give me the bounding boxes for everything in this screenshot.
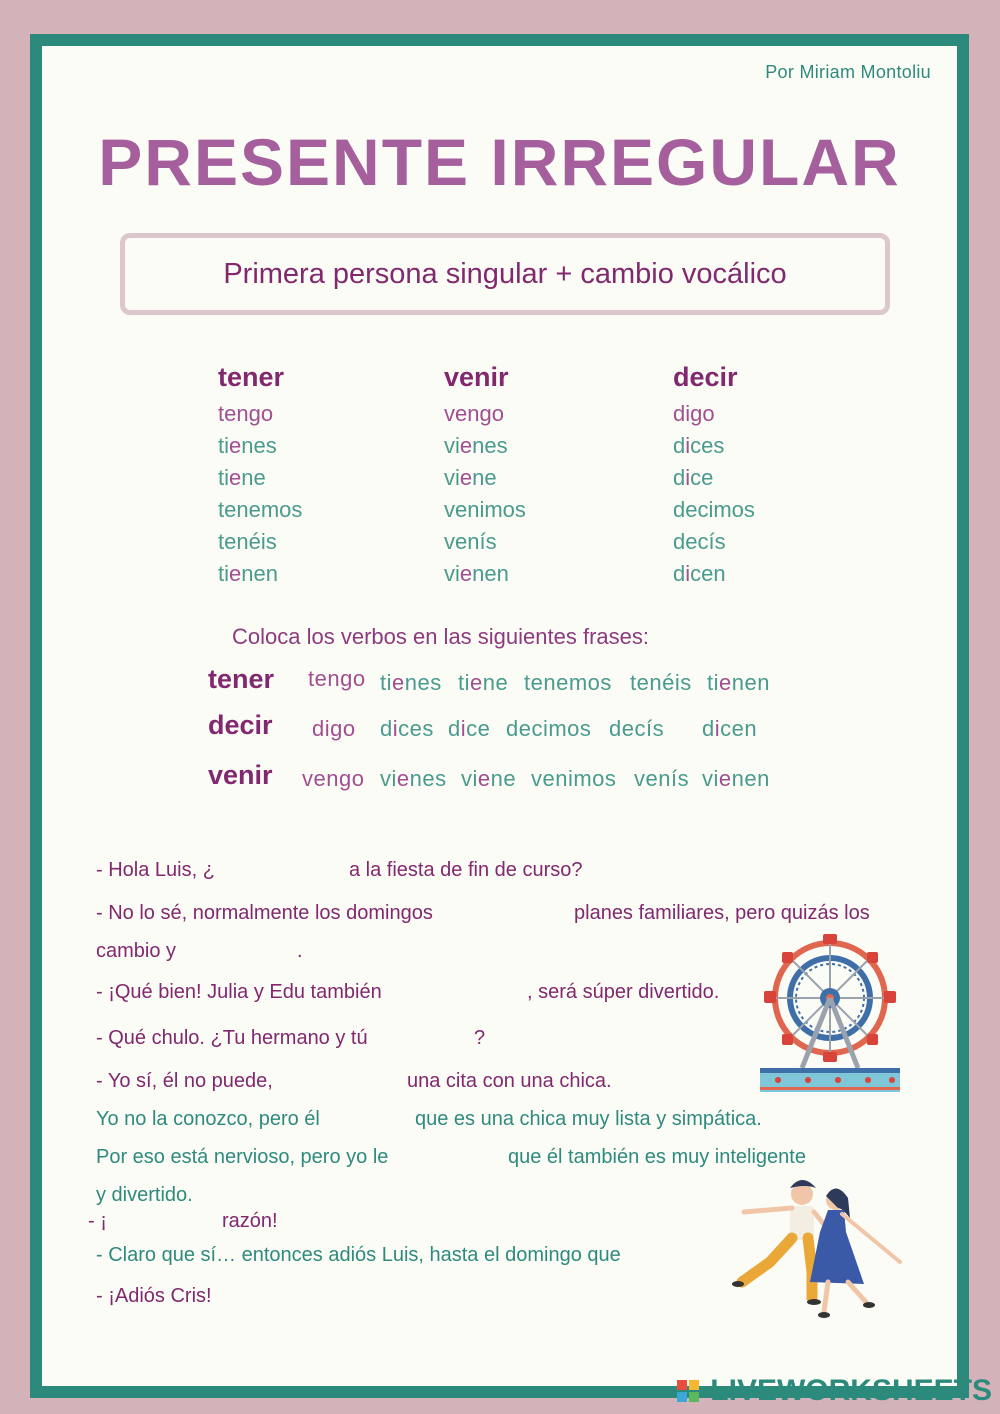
- draggable-verb-option[interactable]: tienes: [380, 670, 442, 695]
- dialogue-line: Yo no la conozco, pero él: [96, 1108, 320, 1130]
- verb-heading: decir: [673, 362, 738, 392]
- dialogue-line: planes familiares, pero quizás los: [574, 902, 870, 924]
- draggable-verb-option[interactable]: tienen: [707, 670, 770, 695]
- conjugation-form: viene: [444, 465, 497, 490]
- dialogue-line: - ¡Qué bien! Julia y Edu también: [96, 981, 382, 1003]
- draggable-verb-option[interactable]: decís: [609, 716, 665, 741]
- draggable-verb-option[interactable]: tiene: [458, 670, 509, 695]
- author-credit: Por Miriam Montoliu: [765, 62, 931, 82]
- draggable-verb-option[interactable]: venimos: [531, 766, 617, 791]
- conjugation-form: dicen: [673, 561, 726, 586]
- draggable-verb-option[interactable]: dicen: [702, 716, 758, 741]
- conjugation-column-venir: [444, 362, 509, 393]
- draggable-verb-option[interactable]: dice: [448, 716, 491, 741]
- draggable-verb-option[interactable]: venís: [634, 766, 690, 791]
- logo-icon: [676, 1379, 702, 1403]
- draggable-verb-option[interactable]: decimos: [506, 716, 592, 741]
- dialogue-line: - ¡: [88, 1210, 107, 1232]
- subtitle: Primera persona singular + cambio vocálico: [223, 258, 787, 290]
- liveworksheets-logo: [676, 1373, 992, 1408]
- dialogue-line: - Yo sí, él no puede,: [96, 1070, 273, 1092]
- conjugation-form: venís: [444, 529, 497, 554]
- option-row-label: venir: [208, 760, 273, 790]
- draggable-verb-option[interactable]: vengo: [302, 766, 365, 791]
- draggable-verb-option[interactable]: tenemos: [524, 670, 612, 695]
- dialogue-line: cambio y: [96, 940, 177, 962]
- draggable-verb-option[interactable]: viene: [461, 766, 517, 791]
- conjugation-form: vienen: [444, 561, 509, 586]
- dialogue-line: ?: [474, 1027, 486, 1049]
- verb-heading: tener: [218, 362, 285, 392]
- conjugation-form: decís: [673, 529, 726, 554]
- option-row-label: tener: [208, 664, 275, 694]
- conjugation-form: vienes: [444, 433, 508, 458]
- option-row-label: decir: [208, 710, 273, 740]
- worksheet-page: [30, 34, 969, 1398]
- conjugation-form: tenemos: [218, 497, 303, 522]
- dialogue-line: , será súper divertido.: [527, 981, 720, 1003]
- ferris-wheel-illustration: [760, 928, 905, 1098]
- dialogue-line: - Claro que sí… entonces adiós Luis, hasta el domingo que: [96, 1244, 621, 1266]
- draggable-verb-option[interactable]: vienen: [702, 766, 770, 791]
- page-title: PRESENTE IRREGULAR: [98, 125, 901, 199]
- verb-heading: venir: [444, 362, 509, 392]
- dialogue-line: que él también es muy inteligente: [508, 1146, 806, 1168]
- dialogue-line: razón!: [222, 1210, 278, 1232]
- subtitle-box: [120, 233, 890, 315]
- dialogue-line: Por eso está nervioso, pero yo le: [96, 1146, 389, 1168]
- dialogue-line: - Hola Luis, ¿: [96, 859, 215, 881]
- dialogue-line: - ¡Adiós Cris!: [96, 1285, 212, 1307]
- dialogue-line: .: [297, 940, 303, 962]
- conjugation-form: decimos: [673, 497, 755, 522]
- conjugation-form: tiene: [218, 465, 266, 490]
- logo-text: LIVEWORKSHEETS: [710, 1374, 992, 1407]
- dialogue-line: que es una chica muy lista y simpática.: [415, 1108, 762, 1130]
- dialogue-line: a la fiesta de fin de curso?: [349, 859, 583, 881]
- draggable-verb-option[interactable]: vienes: [380, 766, 447, 791]
- conjugation-form: tenéis: [218, 529, 277, 554]
- conjugation-column-tener: [218, 362, 284, 393]
- conjugation-form: venimos: [444, 497, 526, 522]
- draggable-verb-option[interactable]: digo: [312, 716, 356, 741]
- draggable-verb-option[interactable]: dices: [380, 716, 434, 741]
- conjugation-form: tienes: [218, 433, 277, 458]
- conjugation-form: tienen: [218, 561, 278, 586]
- conjugation-form: dice: [673, 465, 714, 490]
- dialogue-line: una cita con una chica.: [407, 1070, 612, 1092]
- dialogue-line: y divertido.: [96, 1184, 193, 1206]
- conjugation-form: digo: [673, 401, 715, 426]
- conjugation-form: tengo: [218, 401, 274, 426]
- instruction: Coloca los verbos en las siguientes frases:: [232, 624, 649, 649]
- dialogue-line: - Qué chulo. ¿Tu hermano y tú: [96, 1027, 368, 1049]
- conjugation-form: vengo: [444, 401, 504, 426]
- conjugation-column-decir: [673, 362, 738, 393]
- dancing-couple-illustration: [716, 1172, 916, 1332]
- draggable-verb-option[interactable]: tenéis: [630, 670, 692, 695]
- draggable-verb-option[interactable]: tengo: [308, 666, 366, 691]
- dialogue-line: - No lo sé, normalmente los domingos: [96, 902, 433, 924]
- conjugation-form: dices: [673, 433, 725, 458]
